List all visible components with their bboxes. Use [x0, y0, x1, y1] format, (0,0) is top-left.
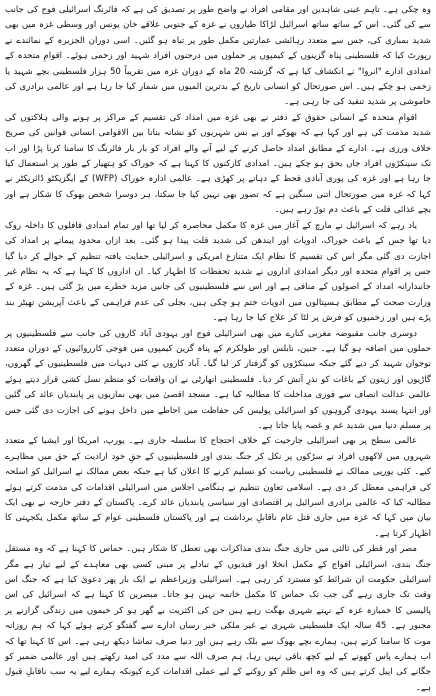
article-paragraph: اقوامِ متحدہ کے انسانی حقوق کے دفتر نے بھی غزہ میں امداد کی تقسیم کے مراکز پر ہونے والی ہلاکتوں کی شدید مذمت کی ہے اور کہا ہے کہ بھوکے اور بے بس شہریوں کو نشانہ بنانا بین الاقوامی انسانی قوانین کی صریح خلاف ورزی ہے۔ ادارے کے مطابق امداد حاصل کرنے کے لیے آنے والے افراد کو بار بار فائرنگ کا سامنا کرنا پڑا اور اب تک سینکڑوں افراد جاں بحق ہو چکے ہیں۔ امدادی کارکنوں کا کہنا ہے کہ خوراک کو ہتھیار کے طور پر استعمال کیا جا رہا ہے اور غزہ کی پوری آبادی قحط کے دہانے پر کھڑی ہے۔ عالمی ادارہ خوراک (WFP) کے ایگزیکٹو ڈائریکٹر نے کہا کہ غزہ میں صورتحال اتنی سنگین ہے کہ تصور بھی نہیں کیا جا سکتا، ہر دوسرا شخص بھوک کا شکار ہے اور بچے غذائی قلت کے باعث دم توڑ رہے ہیں۔: [5, 112, 432, 216]
article-paragraph: عالمی سطح پر بھی اسرائیلی جارحیت کے خلاف احتجاج کا سلسلہ جاری ہے۔ یورپ، امریکا اور ایشیا کے متعدد شہروں میں لاکھوں افراد نے سڑکوں پر نکل کر جنگ بندی اور فلسطینیوں کے حقِ خود ارادیت کے حق میں مظاہرے کیے۔ کئی یورپی ممالک نے فلسطینی ریاست کو تسلیم کرنے کا اعلان کیا ہے جبکہ بعض ممالک نے اسرائیل کو اسلحہ کی فراہمی معطل کر دی ہے۔ اسلامی تعاون تنظیم نے ہنگامی اجلاس میں اسرائیلی اقدامات کی مذمت کرتے ہوئے مطالبہ کیا کہ عالمی برادری اسرائیل پر اقتصادی اور سیاسی پابندیاں عائد کرے۔ پاکستان کے دفتر خارجہ نے بھی ایک بیان میں کہا کہ غزہ میں جاری قتل عام ناقابلِ برداشت ہے اور پاکستان فلسطینی عوام کے ساتھ مکمل یکجہتی کا اظہار کرتا ہے۔: [5, 436, 431, 539]
article-body: [5, 3, 431, 696]
article-paragraph: وہ چکی ہے۔ تاہم عینی شاہدین اور مقامی افراد نے واضح طور پر تصدیق کی ہے کہ فائرنگ اسرائیلی فوج کی جانب سے کی گئی۔ اس کے ساتھ ساتھ اسرائیل لڑاکا طیاروں نے غزہ کے جنوبی علاقے خان یونس اور وسطی غزہ میں بھی شدید بمباری کی، جس سے متعدد رہائشی عمارتیں مکمل طور پر تباہ ہو گئیں۔ اسی دوران الجزیرہ کے نمائندے نے رپورٹ کیا کہ فلسطینی پناہ گزینوں کے کیمپوں پر حملوں میں درجنوں افراد شہید اور زخمی ہوئے۔ اقوامِ متحدہ کے امدادی ادارے "انروا" نے انکشاف کیا ہے کہ گزشتہ 20 ماہ کے دوران غزہ میں تقریباً 50 ہزار فلسطینی بچے شہید یا زخمی ہو چکے ہیں۔ اس صورتحال کو انسانی تاریخ کے بدترین المیوں میں شمار کیا جا رہا ہے اور عالمی برادری کی خاموشی پر شدید تنقید کی جا رہی ہے۔: [5, 5, 431, 108]
article-paragraph: دوسری جانب مقبوضہ مغربی کنارے میں بھی اسرائیلی فوج اور یہودی آباد کاروں کی جانب سے فلسطینیوں پر حملوں میں اضافہ ہو گیا ہے۔ جنین، نابلس اور طولکرم کے پناہ گزین کیمپوں میں فوجی کارروائیوں کے دوران متعدد نوجوان شہید کر دیے گئے جبکہ سینکڑوں کو گرفتار کر لیا گیا۔ آباد کاروں نے کئی دیہات میں فلسطینیوں کے گھروں، گاڑیوں اور زیتون کے باغات کو نذرِ آتش کر دیا۔ فلسطینی اتھارٹی نے ان واقعات کو منظم نسل کشی قرار دیتے ہوئے عالمی عدالت انصاف سے فوری مداخلت کا مطالبہ کیا ہے۔ مسجد اقصیٰ میں بھی نمازیوں پر پابندیاں عائد کی گئیں اور انتہا پسند یہودی گروہوں کو اسرائیلی پولیس کی حفاظت میں احاطے میں داخل ہونے کی اجازت دی گئی جس پر مسلم دنیا میں شدید غم و غصہ پایا جاتا ہے۔: [5, 328, 431, 431]
article-paragraph: یاد رہے کہ اسرائیل نے مارچ کے آغاز میں غزہ کا مکمل محاصرہ کر لیا تھا اور تمام امدادی قافلوں کا داخلہ روک دیا تھا جس کے باعث خوراک، ادویات اور ایندھن کی شدید قلت پیدا ہو گئی۔ بعد ازاں محدود پیمانے پر امداد کی اجازت دی گئی مگر اس کی تقسیم کا نظام ایک متنازع امریکی و اسرائیلی حمایت یافتہ تنظیم کے حوالے کر دیا گیا جس پر اقوامِ متحدہ اور دیگر امدادی اداروں نے شدید تحفظات کا اظہار کیا۔ ان اداروں کا کہنا ہے کہ یہ نظام غیر جانبدارانہ امداد کے اصولوں کے منافی ہے اور اس سے فلسطینیوں کی جانیں مزید خطرے میں پڑ گئی ہیں۔ غزہ کے وزارت صحت کے مطابق ہسپتالوں میں ادویات ختم ہو چکی ہیں، بجلی کی عدم فراہمی کے باعث آپریشن تھیٹر بند پڑے ہیں اور زخمیوں کو فرش پر لٹا کر علاج کیا جا رہا ہے۔: [5, 220, 431, 324]
article-paragraph: مصر اور قطر کی ثالثی میں جاری جنگ بندی مذاکرات بھی تعطل کا شکار ہیں۔ حماس کا کہنا ہے کہ وہ مستقل جنگ بندی، اسرائیلی افواج کے مکمل انخلا اور قیدیوں کے تبادلے پر مبنی کسی بھی معاہدے کے لیے تیار ہے مگر اسرائیلی حکومت ان شرائط کو مسترد کر رہی ہے۔ اسرائیلی وزیراعظم نے ایک بار پھر دعویٰ کیا ہے کہ جنگ اس وقت تک جاری رہے گی جب تک حماس کا مکمل خاتمہ نہیں ہو جاتا۔ مبصرین کا کہنا ہے کہ اسرائیل کی اس پالیسی کا خمیازہ غزہ کے نہتے شہری بھگت رہے ہیں جن کی اکثریت بے گھر ہو کر خیموں میں زندگی گزارنے پر مجبور ہے۔ 45 سالہ ایک فلسطینی شہری نے غیر ملکی خبر رساں ادارے سے گفتگو کرتے ہوئے کہا کہ ہم روزانہ موت کا سامنا کرتے ہیں، ہمارے بچے بھوک سے بلک رہے ہیں اور دنیا صرف تماشا دیکھ رہی ہے۔ اس کا کہنا تھا کہ اب ہمارے پاس کھونے کے لیے کچھ باقی نہیں رہا، ہم صرف اللہ سے مدد کی امید رکھتے ہیں اور عالمی ضمیر کو جگانے کی اپیل کرتے ہیں کہ وہ اس ظلم کو روکنے کے لیے عملی اقدامات کرے کیونکہ ہمارے لیے یہ سب ناقابلِ قبول ہے۔: [5, 544, 432, 693]
